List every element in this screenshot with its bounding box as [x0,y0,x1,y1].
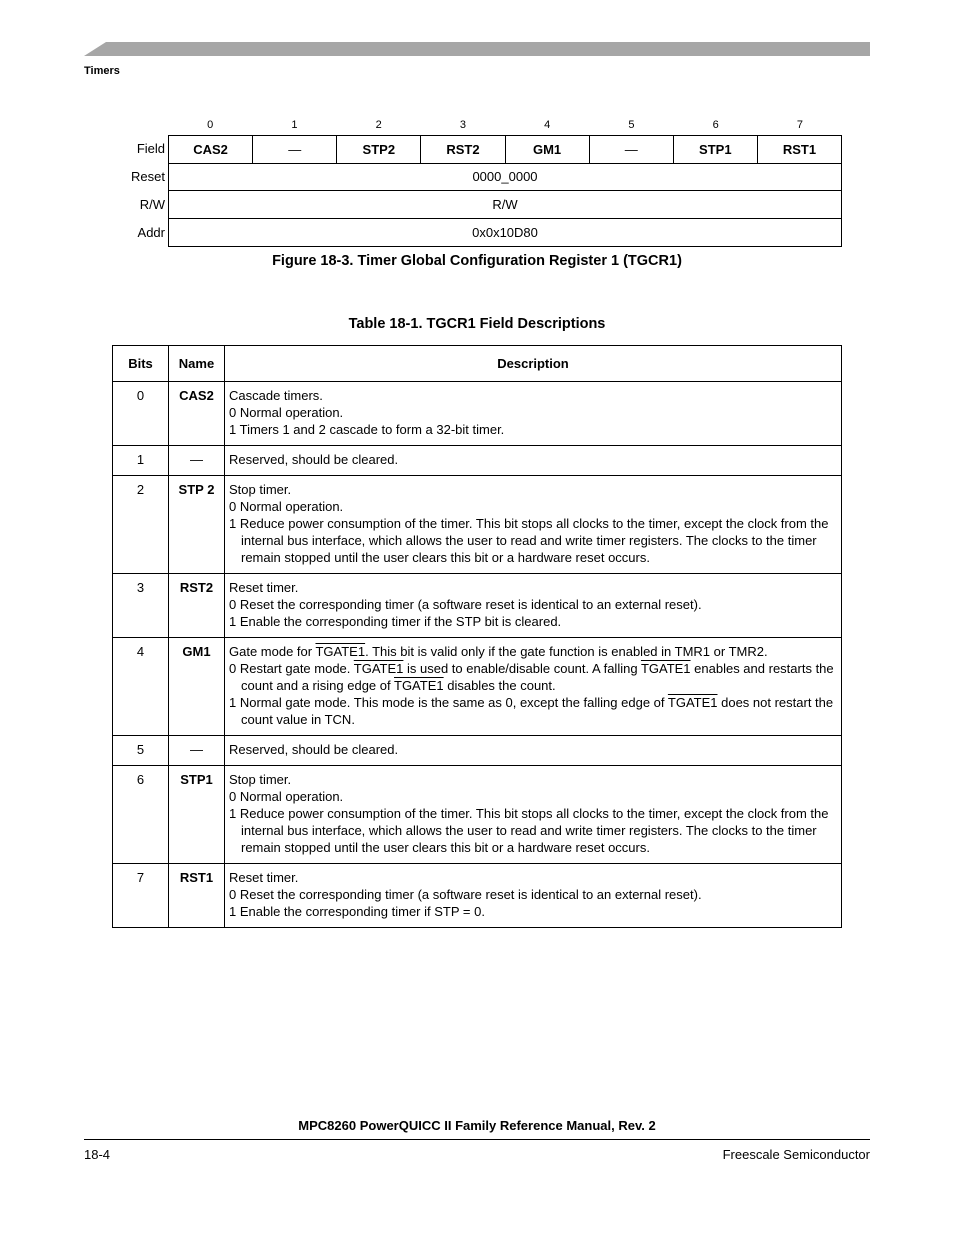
signal-name: TGATE1 [667,695,718,710]
addr-value: 0x0x10D80 [168,219,842,247]
description-line: Cascade timers. [229,388,323,403]
bits-cell: 2 [113,476,169,574]
table-caption: Table 18-1. TGCR1 Field Descriptions [348,316,606,332]
bit-number: 6 [712,119,719,131]
signal-name: TGATE1 [640,661,691,676]
description-line: 0 Reset the corresponding timer (a software reset is identical to an external reset). [229,887,702,902]
field-cell: STP2 [337,136,421,163]
description-line: 0 Normal operation. [229,405,344,420]
name-header: Name [169,346,225,382]
bit-number: 0 [207,119,214,131]
description-line [229,660,837,694]
text-run: disables the count. [443,678,556,693]
text-run: 0 Restart gate mode. [229,661,354,676]
bit-number: 2 [375,119,382,131]
bits-header: Bits [113,346,169,382]
description-line: 1 Reduce power consumption of the timer. This bit stops all clocks to the timer, except the clock from the internal bus interface, which allows the user to read and write timer registers. The clocks to the timer remain stopped until the user clears this bit or a hardware reset occurs. [229,806,829,855]
description-header: Description [225,346,842,382]
text-run: Gate mode for [229,644,316,659]
signal-name: TGATE1 [394,678,444,693]
description-line [229,694,837,728]
reset-label: Reset [131,169,165,184]
text-run: . This bit is valid only if the gate function is enabled in TMR1 or TMR2. [365,644,768,659]
table-row [113,382,842,446]
table-row [113,864,842,928]
description-cell [225,574,842,638]
name-cell: CAS2 [169,382,225,446]
name-cell: STP 2 [169,476,225,574]
bit-number: 5 [628,119,635,131]
description-line: Stop timer. [229,482,292,497]
rw-label: R/W [139,197,165,212]
description-line: 0 Normal operation. [229,789,344,804]
table-row [113,638,842,736]
field-cell: STP1 [674,136,758,163]
description-cell [225,864,842,928]
field-label: Field [136,141,165,156]
description-cell [225,638,842,736]
table-row [113,446,842,476]
table-header-row [113,346,842,382]
name-cell: RST2 [169,574,225,638]
table-row [113,574,842,638]
description-line: 1 Enable the corresponding timer if the STP bit is cleared. [229,614,562,629]
field-cell: RST2 [421,136,505,163]
figure-caption: Figure 18-3. Timer Global Configuration Register 1 (TGCR1) [272,253,682,269]
publisher-name: Freescale Semiconductor [722,1147,870,1162]
text-run: enables and restarts the count and a rising edge of [241,661,834,693]
description-line: 0 Normal operation. [229,499,344,514]
description-line: Stop timer. [229,772,292,787]
description-cell [225,476,842,574]
description-cell [225,446,842,476]
description-cell [225,736,842,766]
description-cell [225,382,842,446]
section-title: Timers [84,65,120,77]
bits-cell: 6 [113,766,169,864]
field-cell: RST1 [782,142,817,157]
description-line: Reserved, should be cleared. [229,452,399,467]
description-line: 1 Reduce power consumption of the timer. This bit stops all clocks to the timer, except the clock from the internal bus interface, which allows the user to read and write timer registers. The clocks to the timer remain stopped until the user clears this bit or a hardware reset occurs. [229,516,829,565]
bit-number: 1 [291,119,298,131]
bits-cell: 5 [113,736,169,766]
text-run: does not restart the count value in TCN. [241,695,834,727]
footer-divider [84,1139,870,1140]
name-cell: — [169,736,225,766]
description-line [229,643,837,660]
register-field-row [168,135,842,164]
name-cell: GM1 [169,638,225,736]
field-cell: CAS2 [169,136,253,163]
name-cell: RST1 [169,864,225,928]
addr-label: Addr [137,225,165,240]
page-number: 18-4 [84,1147,111,1162]
text-run: is used to enable/disable count. A falling [403,661,641,676]
bit-number: 3 [459,119,466,131]
description-line: 1 Timers 1 and 2 cascade to form a 32-bit timer. [229,422,505,437]
bit-number-row [168,119,842,133]
header-bar [84,42,870,56]
reset-value: 0000_0000 [168,163,842,191]
description-line: Reserved, should be cleared. [229,742,399,757]
table-row [113,736,842,766]
manual-title: MPC8260 PowerQUICC II Family Reference Manual, Rev. 2 [298,1118,656,1133]
table-row [113,766,842,864]
bits-cell: 0 [113,382,169,446]
field-cell: GM1 [506,136,590,163]
field-cell: — [253,136,337,163]
field-description-table [112,345,842,928]
rw-value: R/W [168,191,842,219]
description-line: Reset timer. [229,580,299,595]
bits-cell: 3 [113,574,169,638]
name-cell: STP1 [169,766,225,864]
name-cell: — [169,446,225,476]
table-row [113,476,842,574]
text-run: 1 Normal gate mode. This mode is the same as 0, except the falling edge of [229,695,668,710]
description-line: 0 Reset the corresponding timer (a software reset is identical to an external reset). [229,597,702,612]
bits-cell: 7 [113,864,169,928]
field-cell: — [590,136,674,163]
description-line: Reset timer. [229,870,299,885]
bit-number: 4 [544,119,551,131]
bit-number: 7 [796,119,803,131]
description-cell [225,766,842,864]
bits-cell: 4 [113,638,169,736]
signal-name: TGATE1 [353,661,404,676]
bits-cell: 1 [113,446,169,476]
signal-name: TGATE1 [315,644,366,659]
description-line: 1 Enable the corresponding timer if STP = 0. [229,904,485,919]
